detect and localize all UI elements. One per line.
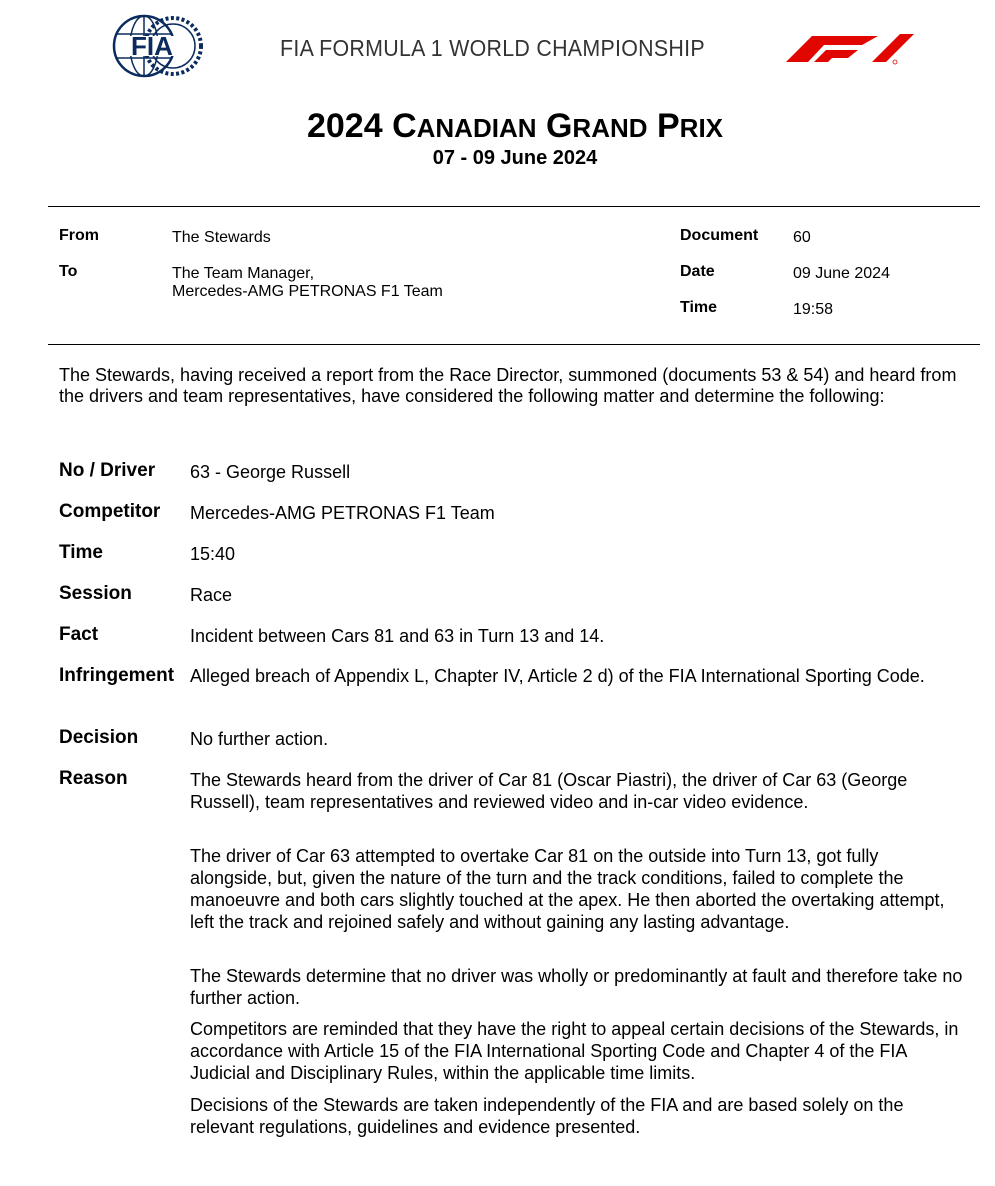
reason-paragraph: The Stewards heard from the driver of Car 81 (Oscar Piastri), the driver of Car 63 (George Russell), team representatives and reviewed video and in-car video evidence. — [190, 770, 908, 812]
to-label: To — [59, 263, 78, 280]
time-label: Time — [680, 299, 718, 316]
header-divider — [48, 206, 980, 207]
reason-paragraph: Competitors are reminded that they have the right to appeal certain decisions of the Stewards, in accordance with Article 15 of the FIA International Sporting Code and Chapter 4 of the FIA Judicial and Disciplinary Rules, within the applicable time limits. — [190, 1019, 959, 1083]
time-value: 19:58 — [793, 301, 834, 318]
session-label: Session — [59, 583, 132, 604]
decision-label: Decision — [59, 727, 139, 748]
event-dates: 07 - 09 June 2024 — [432, 147, 598, 169]
f1-logo-icon — [782, 28, 916, 66]
from-value: The Stewards — [172, 229, 271, 246]
date-label: Date — [680, 263, 715, 280]
event-title: 2024 CANADIAN GRAND PRIX — [306, 107, 724, 145]
reason-paragraph: Decisions of the Stewards are taken independently of the FIA and are based solely on the relevant regulations, guidelines and evidence presented. — [190, 1095, 904, 1137]
fia-globe-logo-icon — [112, 14, 204, 78]
infringement-label: Infringement — [59, 665, 175, 686]
fact-label: Fact — [59, 624, 99, 645]
document-value: 60 — [793, 229, 811, 246]
competitor-value: Mercedes-AMG PETRONAS F1 Team — [190, 503, 495, 523]
incident-time-label: Time — [59, 542, 104, 563]
meta-divider — [48, 344, 980, 345]
infringement-value: Alleged breach of Appendix L, Chapter IV, Article 2 d) of the FIA International Sporting Code. — [190, 666, 925, 686]
date-value: 09 June 2024 — [793, 265, 890, 282]
intro-paragraph: The Stewards, having received a report from the Race Director, summoned (documents 53 & 54) and heard from the drivers and team representatives, have considered the following matter and determine the following: — [59, 365, 957, 406]
to-value-line2: Mercedes-AMG PETRONAS F1 Team — [172, 283, 443, 300]
to-value-line1: The Team Manager, — [172, 265, 315, 282]
competitor-label: Competitor — [59, 501, 161, 522]
reason-paragraph: The driver of Car 63 attempted to overtake Car 81 on the outside into Turn 13, got fully alongside, but, given the nature of the turn and the track conditions, failed to complete the manoeuvre and both cars slightly touched at the apex. He then aborted the overtaking attempt, left the track and rejoined safely and without gaining any lasting advantage. — [190, 846, 945, 932]
document-label: Document — [680, 227, 759, 244]
decision-value: No further action. — [190, 729, 329, 749]
fact-value: Incident between Cars 81 and 63 in Turn 13 and 14. — [190, 626, 605, 646]
svg-text:FIA: FIA — [131, 31, 173, 61]
session-value: Race — [190, 585, 233, 605]
driver-label: No / Driver — [59, 460, 156, 481]
reason-paragraph: The Stewards determine that no driver was wholly or predominantly at fault and therefore take no further action. — [190, 966, 963, 1008]
driver-value: 63 - George Russell — [190, 462, 351, 482]
from-label: From — [59, 227, 99, 244]
championship-title: FIA FORMULA 1 WORLD CHAMPIONSHIP — [280, 35, 705, 61]
incident-time-value: 15:40 — [190, 544, 236, 564]
reason-label: Reason — [59, 768, 128, 789]
